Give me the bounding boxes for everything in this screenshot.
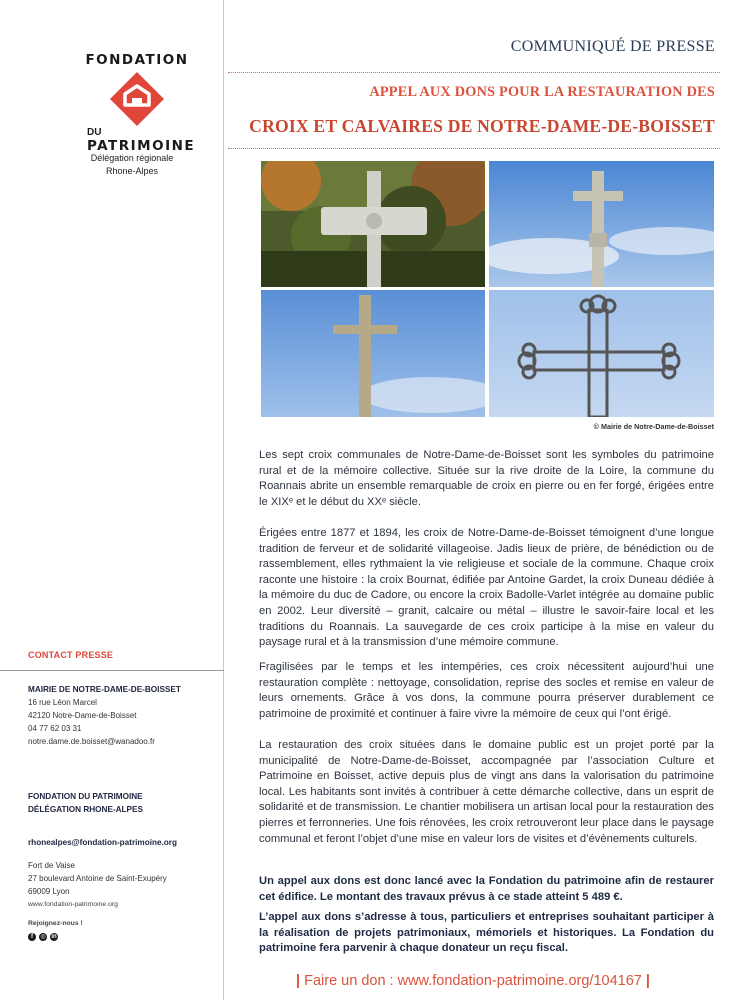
photo-slender-cross-sky [261, 290, 485, 417]
paragraph-3: Fragilisées par le temps et les intempéries, ces croix nécessitent aujourd’hui une restauration complète : nettoyage, consolidation, reprise des socles et remise en valeur de leurs ornements. Grâce à vos dons, la commune pourra préserver durablement ce patrimoine de proximité et continuer à faire vivre la mémoire de ceux qui l’ont érigé. [259, 661, 714, 720]
paragraph-1: Les sept croix communales de Notre-Dame-de-Boisset sont les symboles du patrimoine rural et de la mémoire collective. Située sur la rive droite de la Loire, la commune du Roannais abrite un ensemble remarquable de croix en pierre ou en fer forgé, érigées entre le XIXᵉ et le début du XXᵉ siècle. [259, 449, 714, 508]
divider [0, 670, 224, 671]
fondation-logo [72, 52, 202, 154]
title-line-2: CROIX ET CALVAIRES DE NOTRE-DAME-DE-BOISSET [249, 116, 715, 136]
dotted-divider-top [228, 72, 720, 73]
donate-link-text[interactable]: Faire un don : www.fondation-patrimoine.org/104167 [304, 973, 642, 989]
paragraph-2: Érigées entre 1877 et 1894, les croix de Notre-Dame-de-Boisset témoignent d’une longue tradition de ferveur et de solidarité villageoise. Jadis lieux de prière, de bénédiction ou de rassemblement, elles rythmaient la vie religieuse et sociale de la commune. Chaque croix raconte une histoire : la croix Bournat, édifiée par Antoine Gardet, la croix Duneau dédiée à la mémoire du duc de Cadore, ou encore la croix Badolle-Varlet intégrée au domaine public en 2002. Leur diversité – granit, calcaire ou métal – illustre le savoir-faire local et les traditions du Roannais. La sauvegarde de ces croix participe à la mise en valeur du paysage rural et à la transmission d’une mémoire commune. [259, 527, 714, 649]
mairie-email-link[interactable]: notre.dame.de.boisset@wanadoo.fr [28, 737, 155, 746]
photo-credit: © Mairie de Notre-Dame-de-Boisset [593, 422, 714, 431]
mairie-contact: MAIRIE DE NOTRE-DAME-DE-BOISSET 16 rue Léon Marcel 42120 Notre-Dame-de-Boisset 04 77 62 03 31 notre.dame.de.boisset@wanadoo.fr [28, 685, 181, 746]
paragraph-4: La restauration des croix situées dans le domaine public est un projet porté par la municipalité de Notre-Dame-de-Boisset, accompagnée par l’association Culture et Patrimoine en Boisset, active depuis plus de vingt ans dans la valorisation du patrimoine local. Les habitants sont invités à contribuer à cette démarche collective, dans un esprit de solidarité et de transmission. Le chantier mobilisera un artisan local pour la restauration des pierres et ferronneries. Une fois rénovées, les croix retrouveront leur place dans le paysage communal et feront l’objet d’une mise en valeur lors de visites et d’évènements culturels. [259, 739, 714, 845]
contact-presse-heading: CONTACT PRESSE [28, 650, 114, 660]
photo-stone-cross-trees [261, 161, 485, 287]
sidebar [0, 0, 224, 1000]
title-line-1: APPEL AUX DONS POUR LA RESTAURATION DES [369, 84, 715, 100]
social-icons [28, 933, 83, 941]
photo-iron-cross-sky [489, 290, 714, 417]
dotted-divider-bottom [228, 148, 720, 149]
paragraph-fiscal: L’appel aux dons s’adresse à tous, particuliers et entreprises souhaitant participer à la réalisation de projets patrimoniaux, mémoriels et historiques. La Fondation du patrimoine fera parvenir à chaque donateur un reçu fiscal. [259, 911, 714, 955]
fondation-address: Fort de Vaise 27 boulevard Antoine de Saint-Exupéry 69009 Lyon www.fondation-patrimoine.org [28, 859, 167, 911]
fondation-website-link[interactable]: www.fondation-patrimoine.org [28, 901, 118, 908]
paragraph-appeal: Un appel aux dons est donc lancé avec la Fondation du patrimoine afin de restaurer cet édifice. Le montant des travaux prévus à ce stade atteint 5 489 €. [259, 875, 714, 903]
logo-text-patrimoine: PATRIMOINE [87, 138, 196, 154]
house-diamond-icon [72, 70, 202, 128]
fondation-contact: FONDATION DU PATRIMOINE DÉLÉGATION RHONE-ALPES [28, 792, 143, 814]
delegation-label: Délégation régionale Rhone-Alpes [90, 153, 174, 176]
linkedin-icon[interactable]: in [51, 934, 57, 940]
fondation-email-link[interactable]: rhonealpes@fondation-patrimoine.org [28, 838, 177, 847]
photo-stone-cross-sky [489, 161, 714, 287]
logo-text-fondation: FONDATION [85, 52, 189, 68]
facebook-icon[interactable]: f [28, 933, 36, 941]
instagram-icon[interactable]: ◎ [40, 934, 46, 940]
rejoignez-label: Rejoignez-nous ! [28, 920, 83, 927]
donate-link[interactable]: | Faire un don : www.fondation-patrimoine.org/104167 | [296, 973, 650, 989]
communique-de-presse: COMMUNIQUÉ DE PRESSE [510, 38, 715, 55]
logo-text-du: DU [87, 127, 102, 138]
